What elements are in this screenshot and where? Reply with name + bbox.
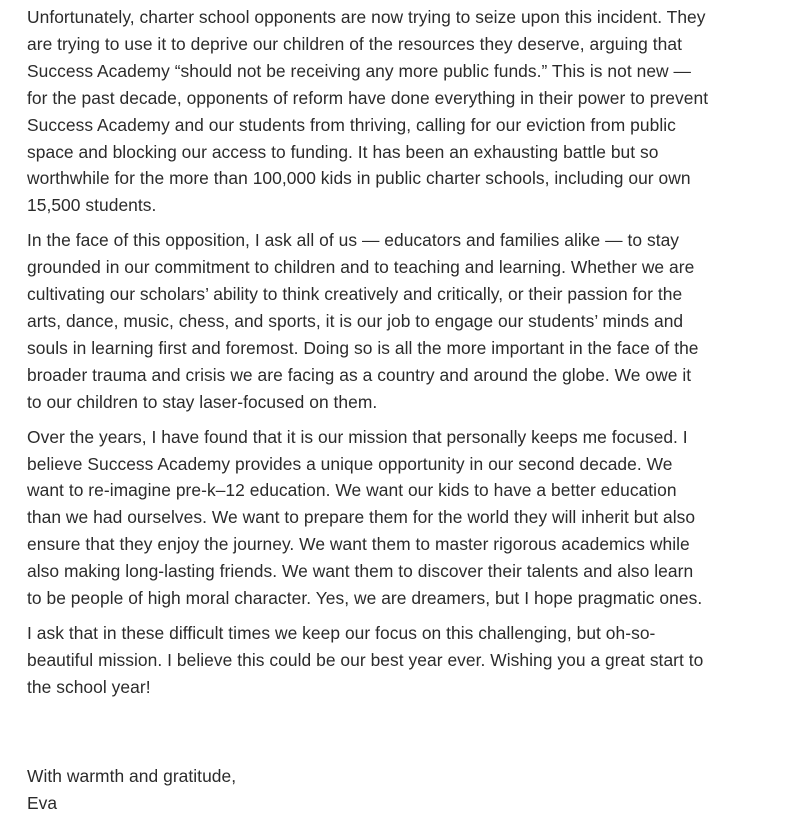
- text-line: ensure that they enjoy the journey. We want them to master rigorous academics while: [27, 534, 690, 555]
- text-line: to be people of high moral character. Yes, we are dreamers, but I hope pragmatic ones.: [27, 588, 703, 609]
- text-line: Success Academy “should not be receiving any more public funds.” This is not new —: [27, 60, 691, 81]
- text-line: for the past decade, opponents of reform have done everything in their power to prevent: [27, 87, 709, 108]
- text-line: Unfortunately, charter school opponents are now trying to seize upon this incident. They: [27, 7, 706, 27]
- letter-body: [27, 4, 779, 816]
- salutation: With warmth and gratitude,: [27, 765, 237, 786]
- text-line: cultivating our scholars’ ability to think creatively and critically, or their passion for the: [27, 284, 683, 305]
- text-line: the school year!: [27, 676, 151, 697]
- text-line: arts, dance, music, chess, and sports, it is our job to engage our students’ minds and: [27, 310, 684, 331]
- signature: Eva: [27, 792, 58, 813]
- text-line: also making long-lasting friends. We want them to discover their talents and also learn: [27, 561, 694, 582]
- text-line: to our children to stay laser-focused on them.: [27, 391, 378, 412]
- text-line: Over the years, I have found that it is our mission that personally keeps me focused. I: [27, 426, 688, 447]
- paragraph-4: [27, 620, 779, 701]
- text-line: space and blocking our access to funding. It has been an exhausting battle but so: [27, 141, 659, 162]
- text-line: beautiful mission. I believe this could be our best year ever. Wishing you a great start to: [27, 649, 704, 670]
- text-line: I ask that in these difficult times we keep our focus on this challenging, but oh-so-: [27, 622, 656, 643]
- text-line: Success Academy and our students from thriving, calling for our eviction from public: [27, 114, 676, 135]
- text-line: broader trauma and crisis we are facing as a country and around the globe. We owe it: [27, 364, 692, 385]
- text-line: than we had ourselves. We want to prepare them for the world they will inherit but also: [27, 507, 696, 528]
- text-line: believe Success Academy provides a unique opportunity in our second decade. We: [27, 453, 673, 474]
- text-line: want to re-imagine pre-k–12 education. We want our kids to have a better education: [27, 480, 677, 501]
- paragraph-1: [27, 4, 779, 219]
- text-line: are trying to use it to deprive our children of the resources they deserve, arguing that: [27, 33, 682, 54]
- paragraph-2: [27, 227, 779, 415]
- text-line: worthwhile for the more than 100,000 kids in public charter schools, including our own: [27, 168, 691, 189]
- text-line: 15,500 students.: [27, 195, 157, 216]
- text-line: souls in learning first and foremost. Doing so is all the more important in the face of the: [27, 337, 699, 358]
- text-line: In the face of this opposition, I ask all of us — educators and families alike — to stay: [27, 230, 680, 251]
- paragraph-3: [27, 424, 779, 612]
- text-line: grounded in our commitment to children and to teaching and learning. Whether we are: [27, 257, 695, 278]
- letter-closing: [27, 763, 779, 817]
